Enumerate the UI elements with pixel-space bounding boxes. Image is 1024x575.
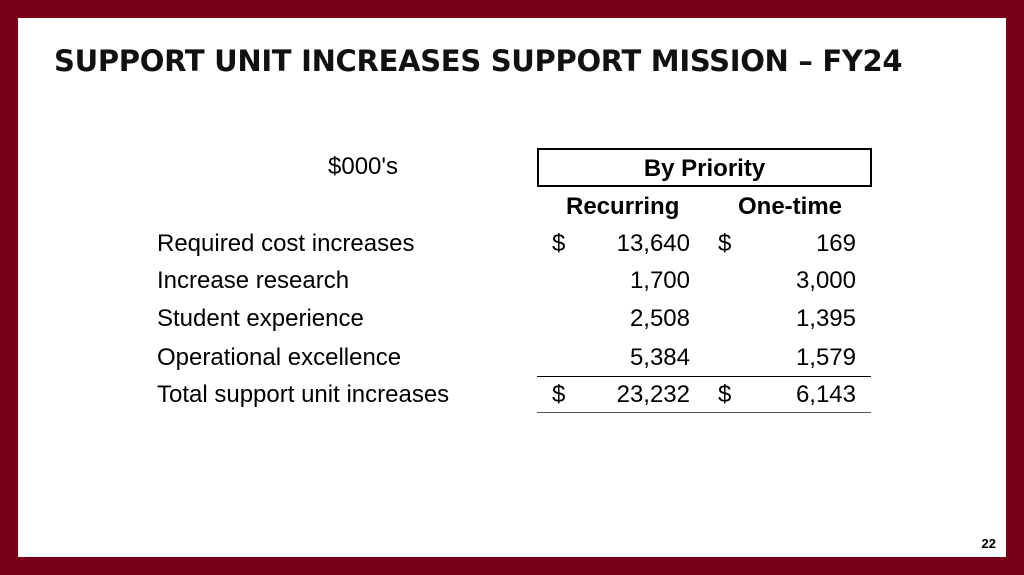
table-row (18, 230, 1006, 266)
recurring-value: 5,384 (629, 344, 690, 371)
recurring-value: 2,508 (629, 305, 690, 332)
dollar-sign: $ (718, 230, 732, 257)
one-time-value: 1,395 (795, 305, 856, 332)
slide (18, 18, 1006, 557)
one-time-value: 169 (815, 230, 856, 257)
row-label: Operational excellence (157, 344, 402, 371)
row-label: Total support unit increases (157, 381, 450, 408)
group-header-box (537, 148, 872, 187)
recurring-value: 23,232 (616, 381, 690, 408)
page-number: 22 (981, 536, 996, 551)
column-header-one-time: One-time (738, 193, 843, 220)
dollar-sign: $ (552, 230, 566, 257)
one-time-value: 1,579 (795, 344, 856, 371)
dollar-sign: $ (552, 381, 566, 408)
one-time-value: 3,000 (795, 267, 856, 294)
table-row (18, 344, 1006, 380)
total-divider-bottom (537, 412, 871, 413)
total-divider-top (537, 376, 871, 377)
row-label: Required cost increases (157, 230, 415, 257)
one-time-value: 6,143 (795, 381, 856, 408)
recurring-value: 13,640 (616, 230, 690, 257)
column-header-recurring: Recurring (566, 193, 680, 220)
slide-title: SUPPORT UNIT INCREASES SUPPORT MISSION – FY24 (54, 44, 903, 78)
units-label: $000's (328, 153, 398, 180)
recurring-value: 1,700 (629, 267, 690, 294)
group-header-label: By Priority (643, 155, 766, 182)
dollar-sign: $ (718, 381, 732, 408)
table-row (18, 267, 1006, 303)
row-label: Increase research (157, 267, 350, 294)
row-label: Student experience (157, 305, 364, 332)
table-row (18, 305, 1006, 341)
